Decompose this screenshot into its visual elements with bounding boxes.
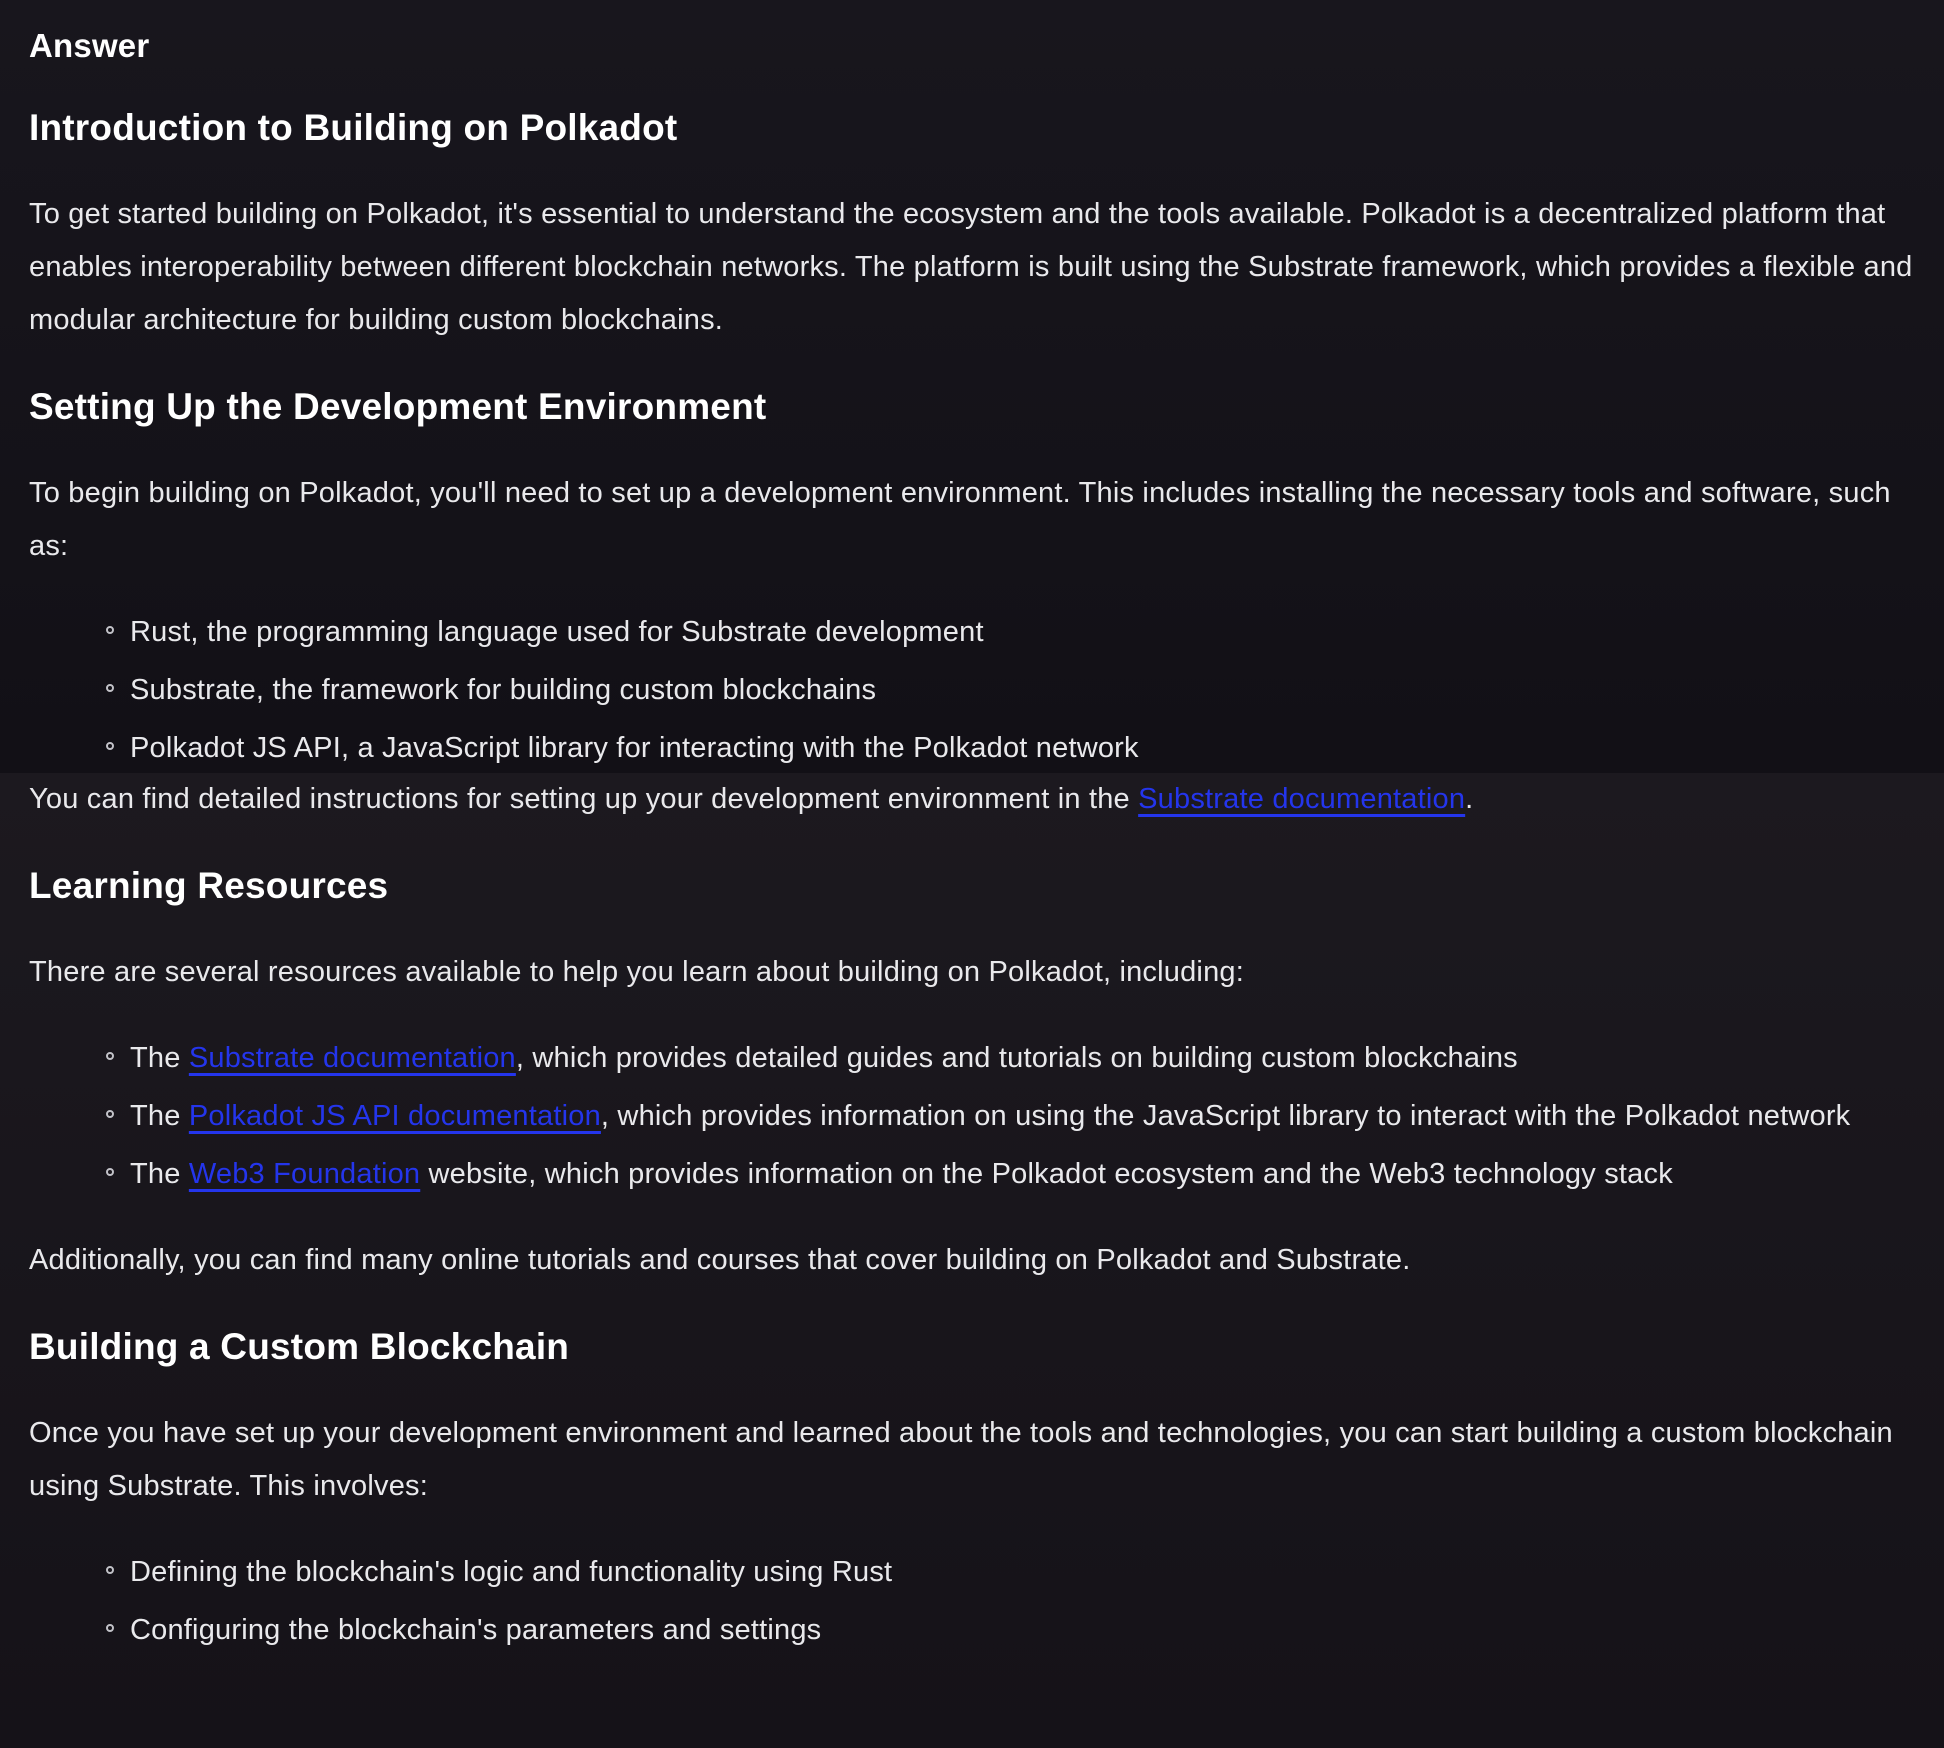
text-segment: To begin building on Polkadot, you'll need to set up a development environment. This includes installing the necessary tools and software, such as:	[29, 477, 1891, 562]
text-link[interactable]: Web3 Foundation	[188, 1158, 421, 1190]
paragraph	[29, 773, 1915, 826]
bullet-circle-icon	[106, 1624, 114, 1632]
bullet-circle-icon	[106, 1566, 114, 1574]
text-segment: .	[1465, 783, 1474, 815]
text-link[interactable]: Substrate documentation	[1138, 783, 1466, 815]
paragraph	[29, 1407, 1915, 1513]
paragraph	[29, 946, 1915, 999]
section-heading: Introduction to Building on Polkadot	[29, 107, 678, 148]
bullet-circle-icon	[106, 1168, 114, 1176]
text-segment: The	[130, 1100, 189, 1132]
text-segment: Configuring the blockchain's parameters and settings	[130, 1614, 822, 1646]
text-segment: Additionally, you can find many online tutorials and courses that cover building on Polkadot and Substrate.	[29, 1244, 1411, 1276]
text-segment: , which provides information on using the JavaScript library to interact with the Polkadot network	[600, 1100, 1851, 1132]
bullet-circle-icon	[106, 1110, 114, 1118]
bullet-list	[29, 606, 1915, 773]
paragraph	[29, 188, 1915, 347]
bullet-circle-icon	[106, 742, 114, 750]
list-item	[130, 722, 1915, 773]
list-item	[130, 1090, 1915, 1143]
text-link[interactable]: Polkadot JS API documentation	[188, 1100, 601, 1132]
paragraph	[29, 1234, 1915, 1287]
text-segment: Once you have set up your development environment and learned about the tools and technologies, you can start building a custom blockchain using Substrate. This involves:	[29, 1417, 1893, 1502]
list-item	[130, 1032, 1915, 1085]
text-link[interactable]: Substrate documentation	[188, 1042, 516, 1074]
section-heading: Setting Up the Development Environment	[29, 386, 767, 427]
text-segment: Substrate, the framework for building custom blockchains	[130, 674, 877, 706]
list-item	[130, 1148, 1915, 1201]
list-item	[130, 1546, 1915, 1599]
text-segment: website, which provides information on the Polkadot ecosystem and the Web3 technology stack	[420, 1158, 1673, 1190]
bullet-circle-icon	[106, 1052, 114, 1060]
answer-label: Answer	[29, 27, 150, 64]
answer-section-bottom	[0, 773, 1944, 1748]
paragraph	[29, 467, 1915, 573]
text-segment: Rust, the programming language used for Substrate development	[130, 616, 984, 648]
bullet-list	[29, 1032, 1915, 1201]
text-segment: Defining the blockchain's logic and functionality using Rust	[130, 1556, 893, 1588]
bullet-circle-icon	[106, 684, 114, 692]
bullet-list	[29, 1546, 1915, 1657]
text-segment: The	[130, 1158, 189, 1190]
text-segment: , which provides detailed guides and tutorials on building custom blockchains	[515, 1042, 1518, 1074]
section-heading: Learning Resources	[29, 865, 389, 906]
text-segment: To get started building on Polkadot, it's essential to understand the ecosystem and the tools available. Polkadot is a decentralized platform that enables interoperability between different blockchain networks. The platform is built using the Substrate framework, which provides a flexible and modular architecture for building custom blockchains.	[29, 198, 1913, 336]
bullet-circle-icon	[106, 626, 114, 634]
text-segment: The	[130, 1042, 189, 1074]
text-segment: There are several resources available to help you learn about building on Polkadot, including:	[29, 956, 1244, 988]
section-heading: Building a Custom Blockchain	[29, 1326, 570, 1367]
text-segment: Polkadot JS API, a JavaScript library for interacting with the Polkadot network	[130, 732, 1139, 764]
list-item	[130, 606, 1915, 659]
list-item	[130, 664, 1915, 717]
answer-section-top	[0, 0, 1944, 773]
list-item	[130, 1604, 1915, 1657]
text-segment: You can find detailed instructions for setting up your development environment in the	[29, 783, 1139, 815]
